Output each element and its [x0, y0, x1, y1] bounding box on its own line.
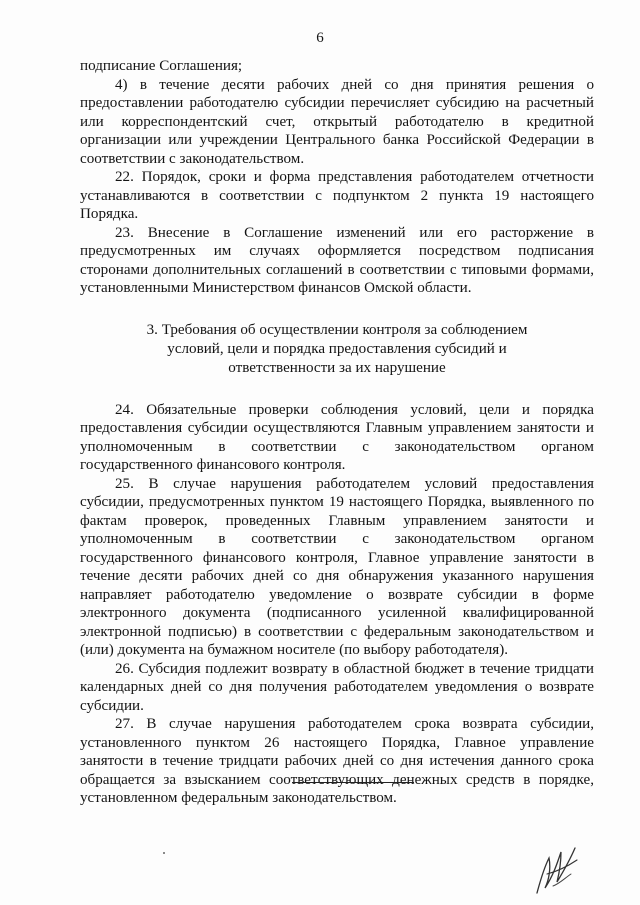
section-heading-line: ответственности за их нарушение — [228, 359, 446, 376]
section-heading-line: условий, цели и порядка предоставления субсидий и — [167, 340, 507, 357]
paragraph-24: 24. Обязательные проверки соблюдения условий, цели и порядка предоставления субсидии осуществляются Главным управлением занятости и уполномоченным в соответствии с законодательством органом государственного финансового контроля. — [80, 401, 594, 473]
paragraph-fragment: подписание Соглашения; — [80, 58, 243, 74]
paragraph-item-4: 4) в течение десяти рабочих дней со дня принятия решения о предоставлении работодателю субсидии перечисляет субсидию на расчетный или корреспондентский счет, открытый работодателю в кредитной организации или учреждении Центрального банка Российской Федерации в соответствии с законодательством. — [80, 76, 594, 167]
section-heading — [80, 321, 594, 378]
paragraph-23: 23. Внесение в Соглашение изменений или его расторжение в предусмотренных им случаях оформляется посредством подписания сторонами дополнительных соглашений в соответствии с типовыми формами, установленными Министерством финансов Омской области. — [80, 224, 594, 296]
scan-speck — [163, 852, 165, 854]
paragraph-26: 26. Субсидия подлежит возврату в областной бюджет в течение тридцати календарных дней со дня получения работодателем уведомления о возврате субсидии. — [80, 660, 594, 714]
paragraph-27: 27. В случае нарушения работодателем срока возврата субсидии, установленного пунктом 26 настоящего Порядка, Главное управление занятости в течение тридцати рабочих дней со дня истечения данного срока обращается за взысканием соответствующих денежных средств в порядке, установленном федеральным законодательством. — [80, 716, 594, 806]
page-number: 6 — [316, 30, 324, 46]
signature-initials — [527, 838, 587, 898]
section-heading-line: 3. Требования об осуществлении контроля за соблюдением — [146, 321, 528, 338]
paragraph-22: 22. Порядок, сроки и форма представления работодателем отчетности устанавливаются в соответствии с подпунктом 2 пункта 19 настоящего Порядка. — [80, 169, 594, 222]
paragraph-25: 25. В случае нарушения работодателем условий предоставления субсидии, предусмотренных пунктом 19 настоящего Порядка, выявленного по фактам проверок, проведенных Главным управлением занятости и уполномоченным в соответствии с законодательством органом государственного финансового контроля, Главное управление занятости в течение десяти рабочих дней со дня обнаружения указанного нарушения направляет работодателю уведомление о возврате субсидии в форме электронного документа (подписанного усиленной квалифицированной электронной подписью) в соответствии с федеральным законодательством и (или) документа на бумажном носителе (по выбору работодателя). — [80, 475, 594, 658]
document-body — [80, 57, 594, 808]
end-divider — [292, 782, 414, 783]
